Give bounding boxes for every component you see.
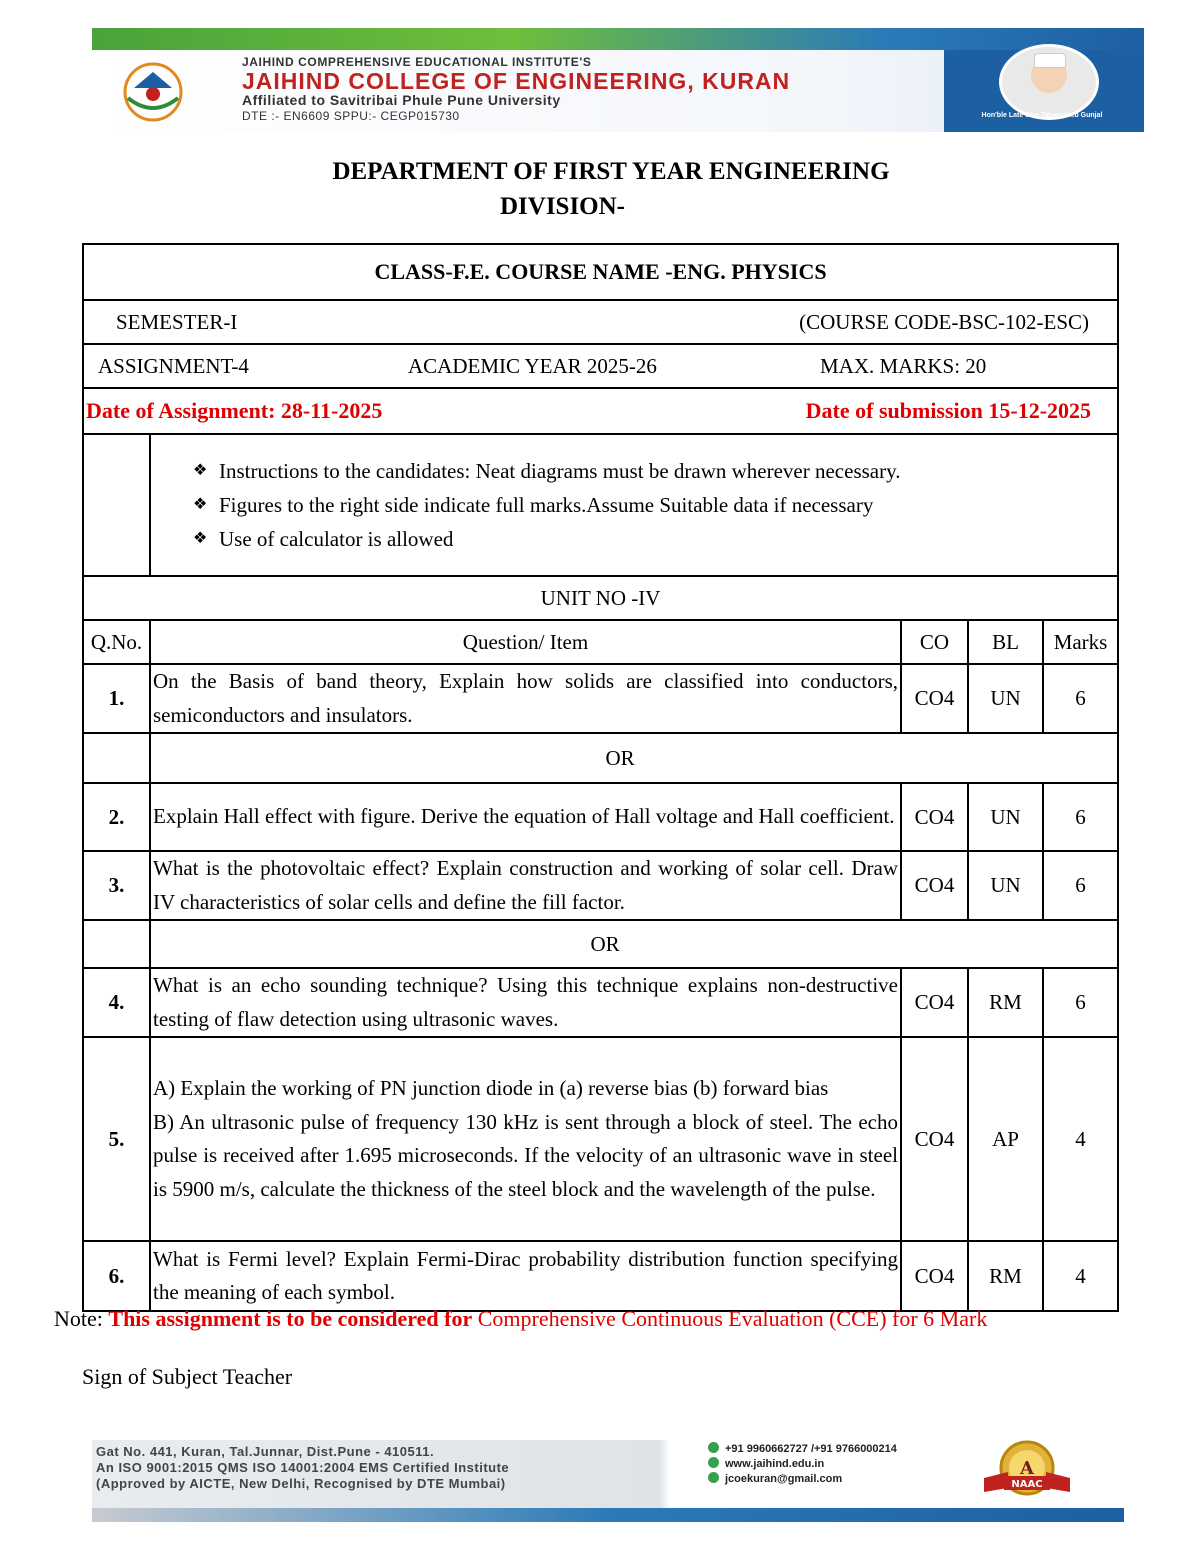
question-text: Explain Hall effect with figure. Derive the equation of Hall voltage and Hall coefficient.: [150, 783, 901, 851]
instruction-item: ❖ Figures to the right side indicate full marks.Assume Suitable data if necessary: [193, 488, 1115, 522]
question-bl: RM: [968, 968, 1043, 1037]
max-marks: MAX. MARKS: 20: [820, 353, 987, 378]
dates-row: [83, 388, 1118, 434]
question-co: CO4: [901, 783, 968, 851]
or-label: OR: [150, 920, 1118, 968]
affiliation-text: Affiliated to Savitribai Phule Pune University: [242, 92, 561, 108]
question-number: 3.: [83, 851, 150, 920]
question-text: What is an echo sounding technique? Using this technique explains non-destructive testing of flaw detection using ultrasonic waves.: [150, 968, 901, 1037]
question-marks: 4: [1043, 1241, 1118, 1311]
date-of-assignment: Date of Assignment: 28-11-2025: [86, 398, 383, 423]
question-marks: 4: [1043, 1037, 1118, 1241]
question-number: 2.: [83, 783, 150, 851]
question-co: CO4: [901, 1241, 968, 1311]
table-row: [83, 783, 1118, 851]
question-part-b: B) An ultrasonic pulse of frequency 130 kHz is sent through a block of steel. The echo pulse is received after 1.695 microseconds. If the velocity of an ultrasonic wave in steel is 5900 m/s, calculate the thickness of the steel block and the wavelength of the pulse.: [153, 1109, 898, 1201]
col-header-bl: BL: [968, 620, 1043, 664]
instructions-list: [153, 454, 1115, 556]
teacher-signature-label: Sign of Subject Teacher: [82, 1364, 293, 1389]
table-row: [83, 851, 1118, 920]
footer-website[interactable]: www.jaihind.edu.in: [725, 1458, 825, 1470]
college-logo-icon: [114, 58, 192, 124]
question-co: CO4: [901, 1037, 968, 1241]
instructions-blank-cell: [83, 434, 150, 576]
question-marks: 6: [1043, 851, 1118, 920]
col-header-qno: Q.No.: [83, 620, 150, 664]
question-text: [150, 1037, 901, 1241]
question-marks: 6: [1043, 664, 1118, 733]
semester-row: [83, 300, 1118, 344]
question-co: CO4: [901, 851, 968, 920]
note-bold-text: This assignment is to be considered for: [108, 1306, 473, 1331]
question-number: 6.: [83, 1241, 150, 1311]
footer-phone: +91 9960662727 /+91 9766000214: [725, 1443, 897, 1455]
institute-small-title: JAIHIND COMPREHENSIVE EDUCATIONAL INSTITUTE'S: [242, 55, 592, 69]
question-marks: 6: [1043, 968, 1118, 1037]
question-text: What is Fermi level? Explain Fermi-Dirac probability distribution function specifying the meaning of each symbol.: [150, 1241, 901, 1311]
assignment-info-row: [83, 344, 1118, 388]
col-header-marks: Marks: [1043, 620, 1118, 664]
academic-year: ACADEMIC YEAR 2025-26: [408, 353, 657, 378]
naac-grade: A: [1020, 1458, 1034, 1479]
assignment-number: ASSIGNMENT-4: [98, 353, 249, 378]
or-label: OR: [150, 733, 1118, 783]
question-number: 4.: [83, 968, 150, 1037]
question-co: CO4: [901, 968, 968, 1037]
naac-badge-icon: [980, 1438, 1074, 1502]
question-bl: UN: [968, 664, 1043, 733]
banner-stripe: [92, 28, 1144, 50]
question-number: 1.: [83, 664, 150, 733]
question-bl: RM: [968, 1241, 1043, 1311]
department-title: DEPARTMENT OF FIRST YEAR ENGINEERING: [332, 158, 890, 185]
header-banner: [92, 28, 1144, 132]
diamond-bullet-icon: ❖: [193, 496, 208, 513]
footer-email[interactable]: jcoekuran@gmail.com: [725, 1473, 843, 1485]
footer-iso: An ISO 9001:2015 QMS ISO 14001:2004 EMS Certified Institute: [96, 1460, 510, 1475]
semester-label: SEMESTER-I: [116, 309, 238, 334]
instruction-item: ❖ Instructions to the candidates: Neat diagrams must be drawn wherever necessary.: [193, 454, 1115, 488]
col-header-co: CO: [901, 620, 968, 664]
portrait-caption: Hon'ble Late Shri Tatyasaheb Gunjal: [981, 112, 1103, 119]
division-label: DIVISION-: [499, 193, 626, 220]
question-bl: UN: [968, 851, 1043, 920]
question-marks: 6: [1043, 783, 1118, 851]
table-row: [83, 1241, 1118, 1311]
or-row: [83, 733, 1118, 783]
date-of-submission: Date of submission 15-12-2025: [805, 398, 1092, 423]
question-text: What is the photovoltaic effect? Explain construction and working of solar cell. Draw IV characteristics of solar cells and define the fill factor.: [150, 851, 901, 920]
assignment-table: [82, 243, 1119, 1312]
question-number: 5.: [83, 1037, 150, 1241]
or-row: [83, 920, 1118, 968]
table-row: [83, 968, 1118, 1037]
mail-icon: [708, 1472, 719, 1483]
footer-banner: [92, 1440, 1124, 1522]
phone-icon: [708, 1442, 719, 1453]
class-course-cell: CLASS-F.E. COURSE NAME -ENG. PHYSICS: [83, 244, 1118, 300]
footer-address-block: [96, 1444, 509, 1492]
footer-address: Gat No. 441, Kuran, Tal.Junnar, Dist.Pune - 410511.: [96, 1444, 435, 1459]
naac-label: NAAC: [1011, 1479, 1043, 1490]
unit-label: UNIT NO -IV: [83, 576, 1118, 620]
college-name: JAIHIND COLLEGE OF ENGINEERING, KURAN: [242, 68, 791, 94]
question-part-a: A) Explain the working of PN junction diode in (a) reverse bias (b) forward bias: [153, 1076, 829, 1100]
footer-stripe: [92, 1508, 1124, 1522]
diamond-bullet-icon: ❖: [193, 530, 208, 547]
table-row: [83, 1037, 1118, 1241]
founder-portrait: [999, 44, 1099, 120]
portrait-cap: [1034, 53, 1066, 68]
question-bl: UN: [968, 783, 1043, 851]
question-bl: AP: [968, 1037, 1043, 1241]
note-label: Note:: [54, 1306, 103, 1331]
instruction-item: ❖ Use of calculator is allowed: [193, 522, 1115, 556]
institute-codes: DTE :- EN6609 SPPU:- CEGP015730: [242, 109, 460, 123]
globe-icon: [708, 1457, 719, 1468]
diamond-bullet-icon: ❖: [193, 462, 208, 479]
note-line: [54, 1306, 987, 1332]
col-header-question: Question/ Item: [150, 620, 901, 664]
footer-contact-block: [708, 1442, 897, 1487]
course-code: (COURSE CODE-BSC-102-ESC): [799, 309, 1090, 334]
question-text: On the Basis of band theory, Explain how solids are classified into conductors, semiconductors and insulators.: [150, 664, 901, 733]
instructions-cell: [150, 434, 1118, 576]
footer-approval: (Approved by AICTE, New Delhi, Recognised by DTE Mumbai): [96, 1476, 506, 1491]
table-row: [83, 664, 1118, 733]
question-co: CO4: [901, 664, 968, 733]
note-cce-text: Comprehensive Continuous Evaluation (CCE) for 6 Mark: [477, 1306, 988, 1331]
